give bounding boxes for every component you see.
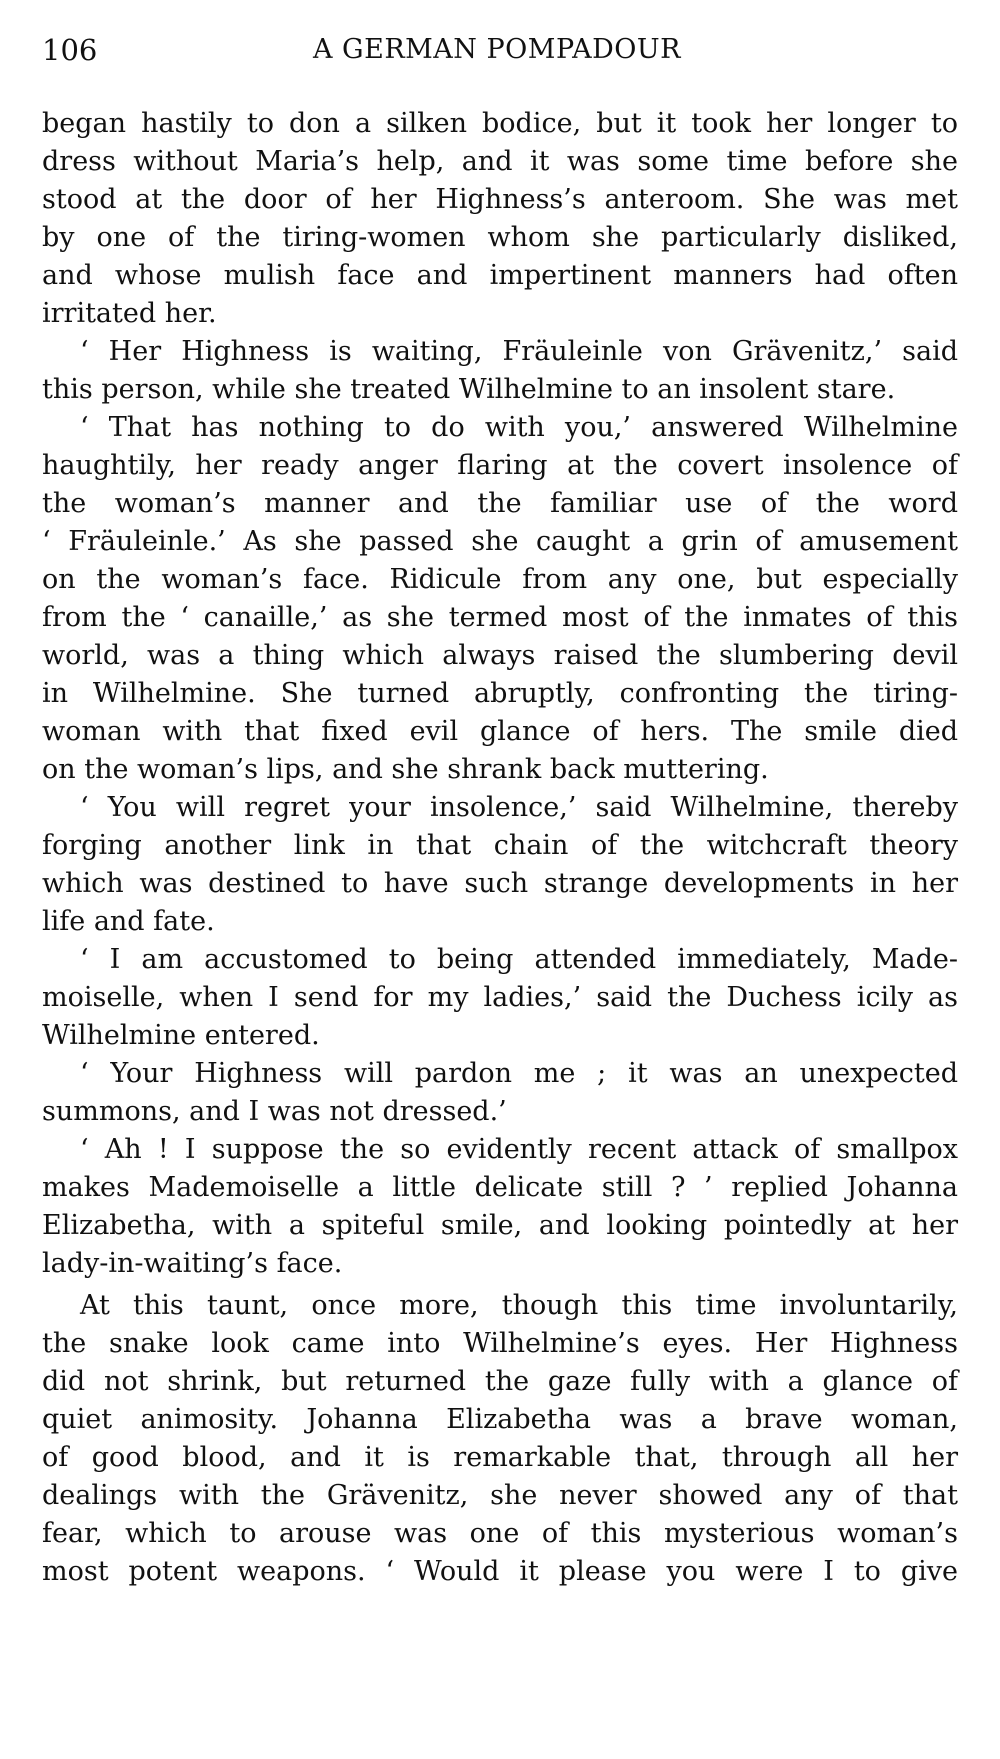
text-line: moiselle, when I send for my ladies,’ said the Duchess icily as — [42, 982, 958, 1013]
text-line: ‘ I am accustomed to being attended immediately, Made- — [80, 944, 958, 975]
text-line: quiet animosity. Johanna Elizabetha was a brave woman, — [42, 1404, 958, 1435]
text-line: summons, and I was not dressed.’ — [42, 1096, 507, 1127]
book-title: A GERMAN POMPADOUR — [312, 34, 682, 65]
text-line: on the woman’s lips, and she shrank back muttering. — [42, 754, 769, 785]
text-line: ‘ Fräuleinle.’ As she passed she caught a grin of amusement — [42, 526, 958, 557]
text-line: Wilhelmine entered. — [42, 1020, 320, 1051]
text-line: in Wilhelmine. She turned abruptly, confronting the tiring- — [42, 678, 958, 709]
text-line: from the ‘ canaille,’ as she termed most of the inmates of this — [42, 602, 958, 633]
text-line: irritated her. — [42, 298, 217, 329]
text-line: life and fate. — [42, 906, 215, 937]
text-line: At this taunt, once more, though this time involuntarily, — [80, 1290, 958, 1321]
text-line: haughtily, her ready anger flaring at the covert insolence of — [42, 450, 958, 481]
text-line: lady-in-waiting’s face. — [42, 1248, 343, 1279]
text-line: the woman’s manner and the familiar use of the word — [42, 488, 958, 519]
text-line: ‘ Her Highness is waiting, Fräuleinle von Grävenitz,’ said — [80, 336, 958, 367]
text-line: did not shrink, but returned the gaze fully with a glance of — [42, 1366, 958, 1397]
text-line: ‘ That has nothing to do with you,’ answered Wilhelmine — [80, 412, 958, 443]
page-number: 106 — [42, 33, 98, 67]
text-line: the snake look came into Wilhelmine’s eyes. Her Highness — [42, 1328, 958, 1359]
text-line: ‘ Your Highness will pardon me ; it was an unexpected — [80, 1058, 958, 1089]
text-line: ‘ Ah ! I suppose the so evidently recent attack of smallpox — [80, 1134, 958, 1165]
text-line: of good blood, and it is remarkable that, through all her — [42, 1442, 958, 1473]
text-line: Elizabetha, with a spiteful smile, and looking pointedly at her — [42, 1210, 958, 1241]
text-line: and whose mulish face and impertinent manners had often — [42, 260, 958, 291]
text-line: which was destined to have such strange developments in her — [42, 868, 958, 899]
text-line: makes Mademoiselle a little delicate still ? ’ replied Johanna — [42, 1172, 958, 1203]
running-head — [42, 30, 952, 70]
text-line: dress without Maria’s help, and it was some time before she — [42, 146, 958, 177]
text-line: ‘ You will regret your insolence,’ said Wilhelmine, thereby — [80, 792, 958, 823]
text-body — [42, 105, 958, 1591]
text-line: most potent weapons. ‘ Would it please you were I to give — [42, 1556, 958, 1587]
text-line: stood at the door of her Highness’s anteroom. She was met — [42, 184, 958, 215]
text-line: this person, while she treated Wilhelmine to an insolent stare. — [42, 374, 896, 405]
text-line: dealings with the Grävenitz, she never showed any of that — [42, 1480, 958, 1511]
text-line: woman with that fixed evil glance of hers. The smile died — [42, 716, 958, 747]
text-line: fear, which to arouse was one of this mysterious woman’s — [42, 1518, 958, 1549]
text-line: began hastily to don a silken bodice, but it took her longer to — [42, 108, 958, 139]
text-line: on the woman’s face. Ridicule from any one, but especially — [42, 564, 958, 595]
text-line: forging another link in that chain of the witchcraft theory — [42, 830, 958, 861]
text-line: by one of the tiring-women whom she particularly disliked, — [42, 222, 958, 253]
text-line: world, was a thing which always raised the slumbering devil — [42, 640, 958, 671]
